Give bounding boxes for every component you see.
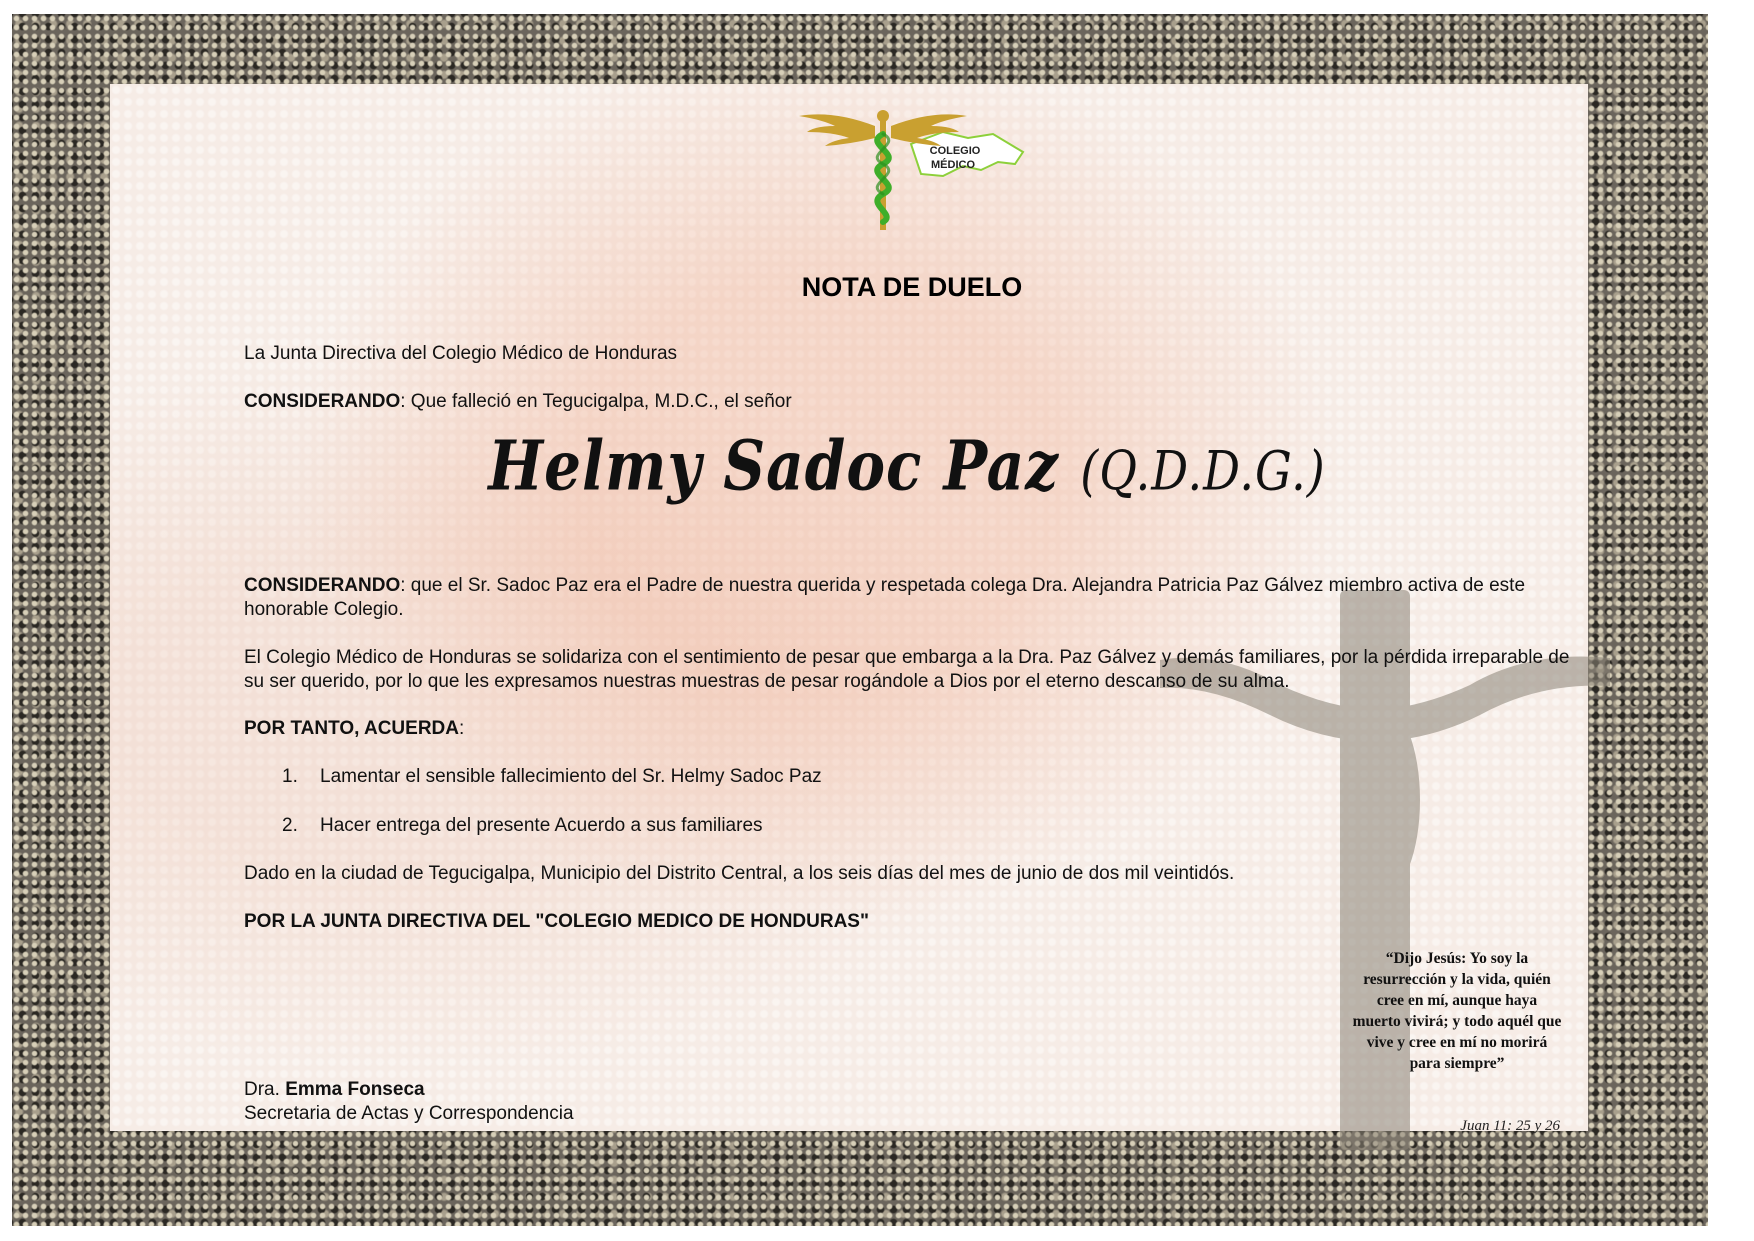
list-item [282,765,822,789]
logo-line-2: MÉDICO [931,159,975,171]
considerando-1-text: : Que falleció en Tegucigalpa, M.D.C., el señor [400,391,792,412]
page-title: NOTA DE DUELO [801,272,1023,302]
considerando-1-label: CONSIDERANDO [244,391,401,412]
bible-quote: “Dijo Jesús: Yo soy la resurrección y la vida, quién cree en mí, aunque haya muerto vivirá; y todo aquél que vive y cree en mí no morirá para siempre” [1352,950,1562,1072]
por-tanto [244,717,464,741]
list-item [282,814,763,838]
list-item-text: Hacer entrega del presente Acuerdo a sus familiares [320,815,763,836]
solidarity-paragraph [244,646,1584,694]
considerando-2-label: CONSIDERANDO [244,575,401,596]
signature-block [244,1078,574,1126]
honoree-suffix: (Q.D.D.G.) [1080,438,1326,503]
honoree-name [30,426,1754,506]
considerando-2-text: : que el Sr. Sadoc Paz era el Padre de nuestra querida y respetada colega Dra. Alejandra Patricia Paz Gálvez miembro activa de este honorable Colegio. [244,575,1526,620]
board-line [244,910,869,934]
signature-position: Secretaria de Actas y Correspondencia [244,1103,574,1124]
signature-prefix: Dra. [244,1079,286,1100]
bible-quote-reference: Juan 11: 25 y 26 [1460,1118,1560,1134]
por-tanto-label: POR TANTO, ACUERDA [244,718,459,739]
list-item-number: 2. [282,815,298,836]
honoree-name-text: Helmy Sadoc Paz [488,425,1060,507]
logo-line-1: COLEGIO [929,145,981,157]
list-item-number: 1. [282,766,298,787]
list-item-text: Lamentar el sensible fallecimiento del Sr. Helmy Sadoc Paz [320,766,822,787]
signature-name: Emma Fonseca [285,1079,425,1100]
considerando-2 [244,574,1584,622]
colegio-medico-logo [793,104,1033,234]
por-tanto-colon: : [458,718,465,739]
dated-paragraph [244,862,1234,886]
solidarity-text: El Colegio Médico de Honduras se solidariza con el sentimiento de pesar que embarga a la Dra. Paz Gálvez y demás familiares, por la pérdida irreparable de su ser querido, por lo que les expresamos nuestras muestras de pesar rogándole a Dios por el eterno descanso de su alma. [244,647,1570,692]
board-text: POR LA JUNTA DIRECTIVA DEL "COLEGIO MEDICO DE HONDURAS" [244,911,869,932]
considerando-1 [244,390,792,414]
intro-paragraph [244,342,677,366]
dated-text: Dado en la ciudad de Tegucigalpa, Municipio del Distrito Central, a los seis días del mes de junio de dos mil veintidós. [244,863,1235,884]
intro-text: La Junta Directiva del Colegio Médico de Honduras [244,343,678,364]
